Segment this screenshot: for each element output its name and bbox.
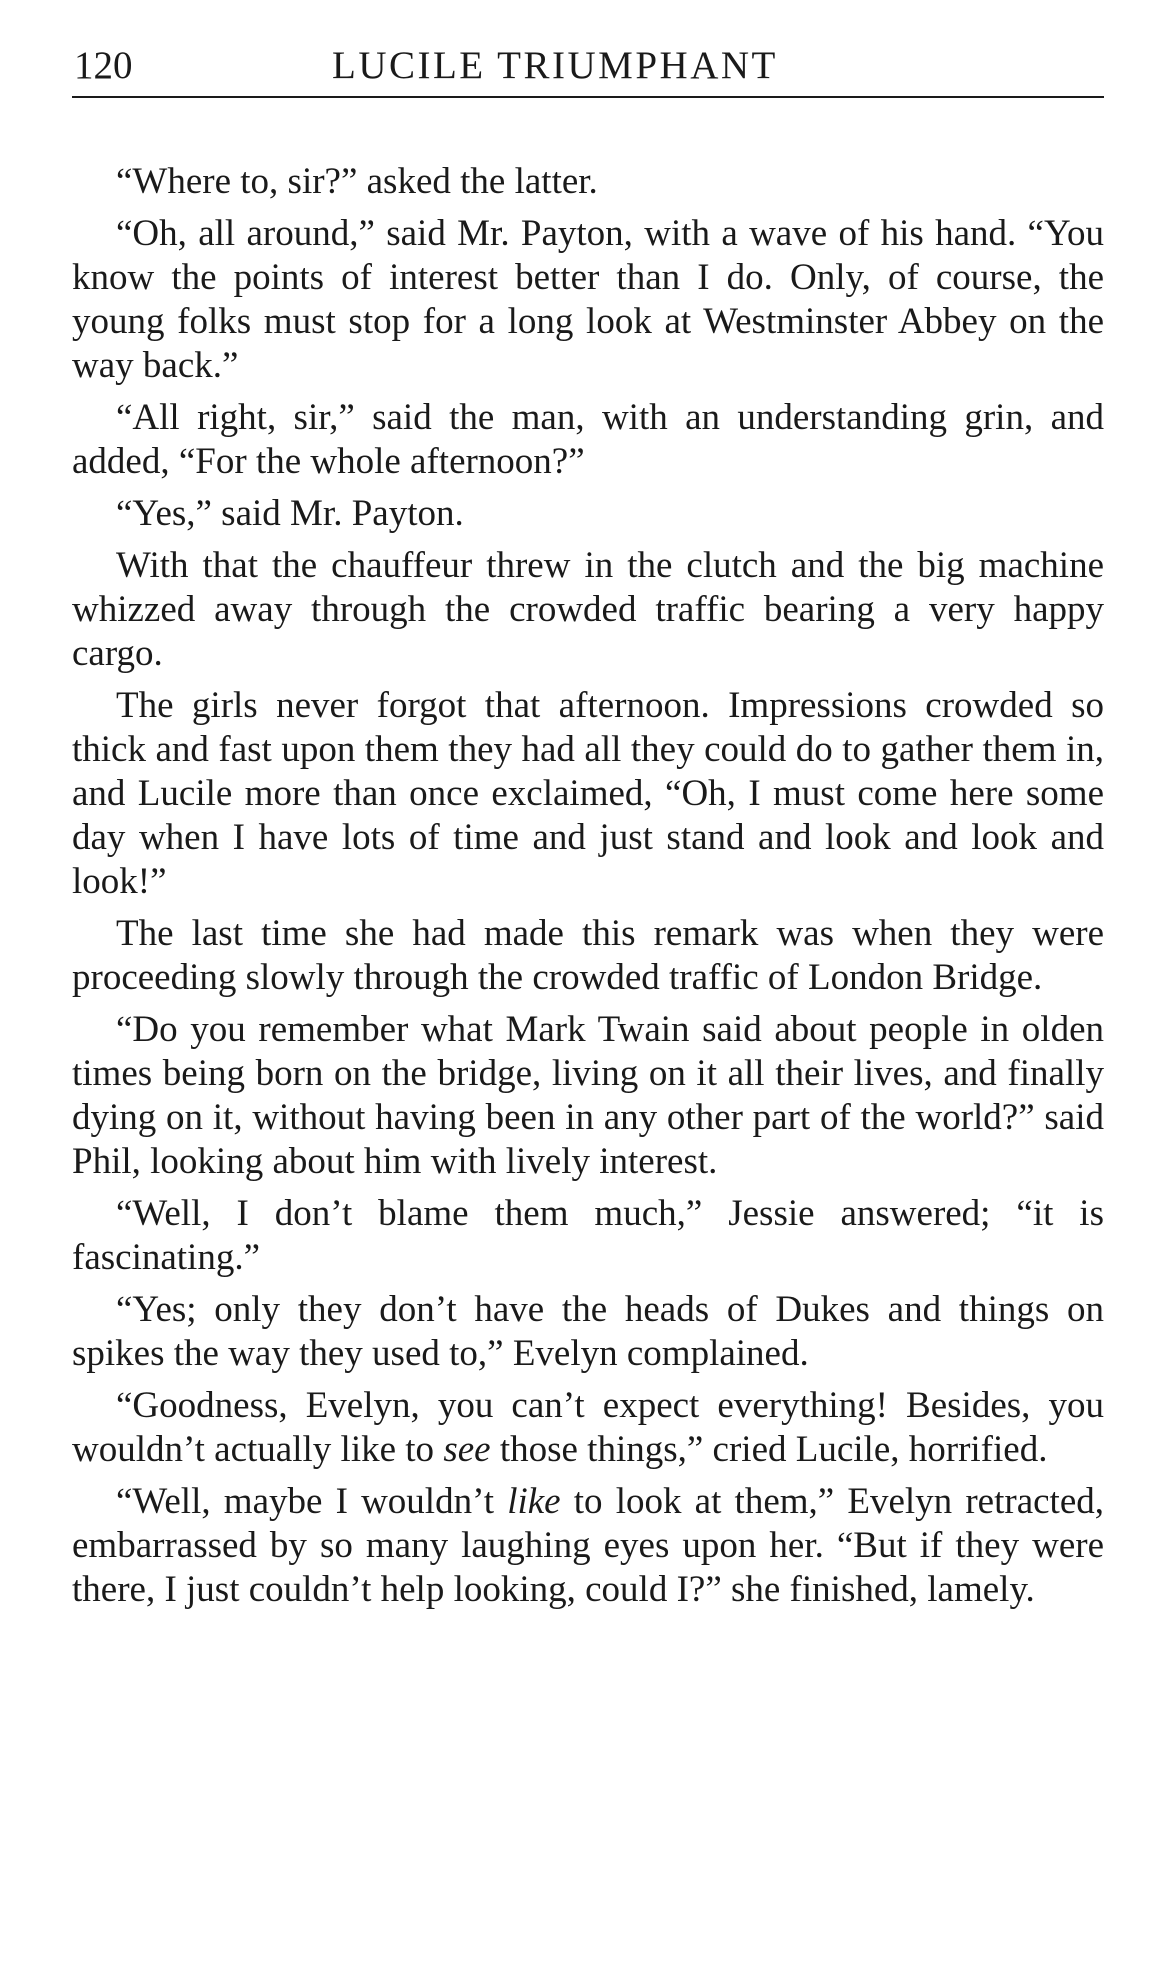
paragraph xyxy=(72,492,1104,536)
paragraph xyxy=(72,684,1104,904)
paragraph-text: to look at them,” Evelyn retracted, embarrassed by so many laughing eyes upon her. “But if they were there, I just couldn’t help looking, could I?” she finished, lamely. xyxy=(72,1481,1104,1610)
paragraph-text: “Well, maybe I wouldn’t xyxy=(116,1481,508,1522)
body-text xyxy=(72,160,1104,1620)
paragraph xyxy=(72,160,1104,204)
paragraph-text: “Where to, sir?” asked the latter. xyxy=(116,161,598,202)
paragraph-text: The girls never forgot that afternoon. Impressions crowded so thick and fast upon them they had all they could do to gather them in, and Lucile more than once exclaimed, “Oh, I must come here some day when I have lots of time and just stand and look and look and look!” xyxy=(72,685,1104,902)
paragraph-text: those things,” cried Lucile, horrified. xyxy=(490,1429,1048,1470)
paragraph xyxy=(72,396,1104,484)
running-head xyxy=(72,36,1104,98)
paragraph-text: “Yes; only they don’t have the heads of Dukes and things on spikes the way they used to,” Evelyn complained. xyxy=(72,1289,1104,1374)
paragraph-text: “Do you remember what Mark Twain said about people in olden times being born on the bridge, living on it all their lives, and finally dying on it, without having been in any other part of the world?” said Phil, looking about him with lively interest. xyxy=(72,1009,1104,1182)
paragraph-text: “Well, I don’t blame them much,” Jessie answered; “it is fascinating.” xyxy=(72,1193,1104,1278)
paragraph xyxy=(72,1008,1104,1184)
paragraph-text: “Yes,” said Mr. Payton. xyxy=(116,493,464,534)
paragraph xyxy=(72,1384,1104,1472)
paragraph xyxy=(72,1288,1104,1376)
italic-text: see xyxy=(443,1429,491,1470)
italic-text: like xyxy=(507,1481,561,1522)
paragraph-text: The last time she had made this remark was when they were proceeding slowly through the crowded traffic of London Bridge. xyxy=(72,913,1104,998)
paragraph xyxy=(72,544,1104,676)
page-number: 120 xyxy=(74,44,133,87)
paragraph xyxy=(72,912,1104,1000)
paragraph xyxy=(72,1480,1104,1612)
paragraph-text: “Oh, all around,” said Mr. Payton, with a wave of his hand. “You know the points of interest better than I do. Only, of course, the young folks must stop for a long look at Westminster Abbey on the way back.” xyxy=(72,213,1104,386)
paragraph xyxy=(72,212,1104,388)
paragraph xyxy=(72,1192,1104,1280)
running-title: LUCILE TRIUMPHANT xyxy=(332,44,778,87)
paragraph-text: “All right, sir,” said the man, with an understanding grin, and added, “For the whole afternoon?” xyxy=(72,397,1104,482)
paragraph-text: “Goodness, Evelyn, you can’t expect everything! Besides, you wouldn’t actually like to xyxy=(72,1385,1104,1470)
paragraph-text: With that the chauffeur threw in the clutch and the big machine whizzed away through the crowded traffic bearing a very happy cargo. xyxy=(72,545,1104,674)
